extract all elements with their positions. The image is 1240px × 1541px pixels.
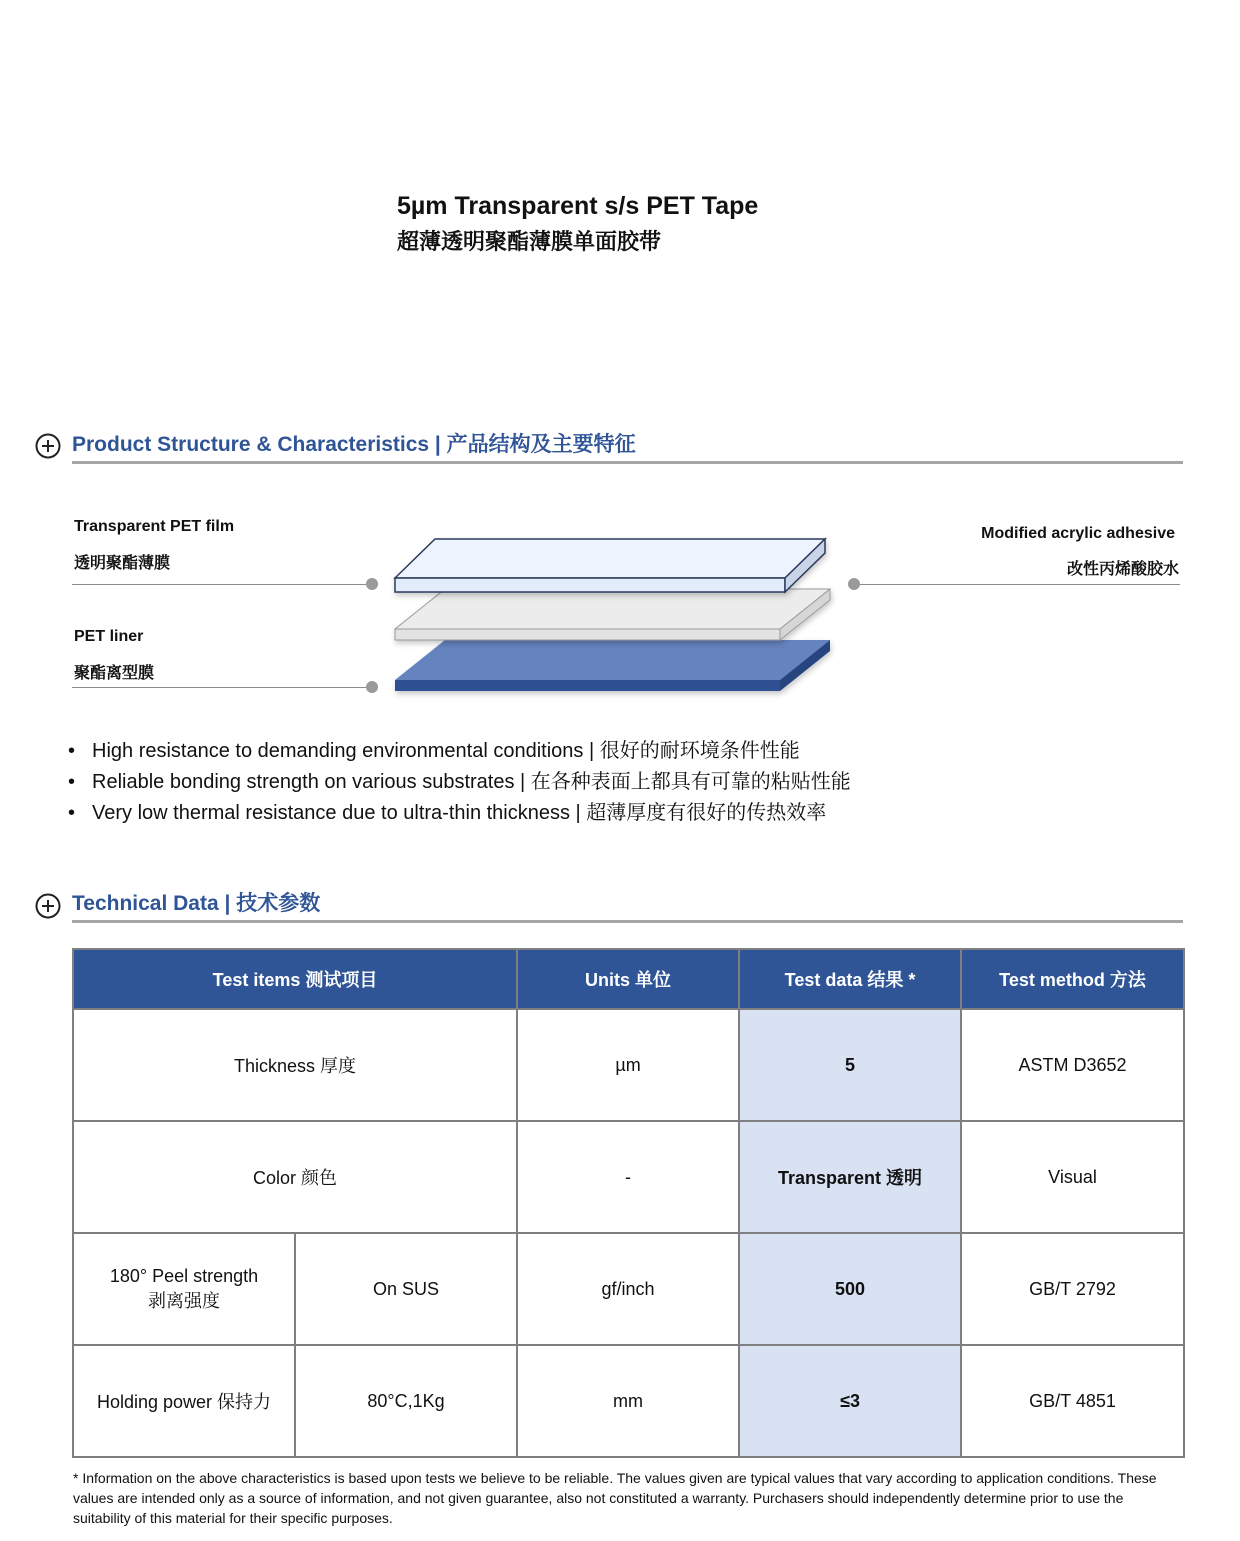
method-cell: GB/T 4851	[961, 1345, 1184, 1457]
table-row	[73, 1233, 1184, 1345]
expand-plus-icon	[35, 433, 61, 459]
header-test-method: Test method 方法	[961, 949, 1184, 1009]
data-cell: 500	[739, 1233, 961, 1345]
table-row	[73, 1345, 1184, 1457]
header-units: Units 单位	[517, 949, 739, 1009]
unit-cell: µm	[517, 1009, 739, 1121]
film-leader-line	[72, 584, 372, 585]
list-item: • Very low thermal resistance due to ultra-thin thickness | 超薄厚度有很好的传热效率	[68, 802, 827, 824]
liner-leader-line	[72, 687, 372, 688]
product-title-en: 5µm Transparent s/s PET Tape	[397, 192, 759, 220]
liner-label-cn: 聚酯离型膜	[74, 665, 155, 682]
list-item: • High resistance to demanding environmental conditions | 很好的耐环境条件性能	[68, 740, 800, 762]
method-cell: ASTM D3652	[961, 1009, 1184, 1121]
film-label-en: Transparent PET film	[74, 518, 235, 535]
adhesive-layer	[395, 589, 830, 640]
table-header-row	[73, 949, 1184, 1009]
film-leader-dot	[366, 578, 378, 590]
table-row	[73, 1121, 1184, 1233]
adhesive-leader-line	[856, 584, 1180, 585]
condition-cell: On SUS	[295, 1233, 517, 1345]
tape-structure-diagram	[390, 530, 840, 700]
condition-cell: 80°C,1Kg	[295, 1345, 517, 1457]
item-cell	[73, 1233, 295, 1345]
unit-cell: gf/inch	[517, 1233, 739, 1345]
unit-cell: -	[517, 1121, 739, 1233]
data-cell: Transparent 透明	[739, 1121, 961, 1233]
header-test-items: Test items 测试项目	[73, 949, 517, 1009]
film-layer	[395, 539, 825, 592]
film-label-cn: 透明聚酯薄膜	[74, 555, 171, 572]
item-cell: Holding power 保持力	[73, 1345, 295, 1457]
expand-plus-icon	[35, 893, 61, 919]
unit-cell: mm	[517, 1345, 739, 1457]
technical-data-table	[72, 948, 1185, 1458]
item-label-cn: 剥离强度	[148, 1290, 220, 1311]
section-divider	[72, 920, 1183, 923]
disclaimer-footnote: * Information on the above characteristics is based upon tests we believe to be reliable. The values given are typical values that vary according to application conditions. These values are intended only as a source of information, and not given guarantee, also not constituted a warranty. Purchasers should independently determine prior to use the suitability of this material for their specific purposes.	[73, 1470, 1157, 1526]
liner-leader-dot	[366, 681, 378, 693]
adhesive-leader-dot	[848, 578, 860, 590]
method-cell: GB/T 2792	[961, 1233, 1184, 1345]
liner-layer	[395, 640, 830, 691]
characteristics-list	[68, 736, 851, 829]
section-divider	[72, 461, 1183, 464]
liner-label-en: PET liner	[74, 628, 144, 645]
product-title-cn: 超薄透明聚酯薄膜单面胶带	[397, 229, 662, 254]
adhesive-label-en: Modified acrylic adhesive	[981, 525, 1175, 542]
technical-section-title: Technical Data | 技术参数	[72, 892, 321, 915]
item-label-en: 180° Peel strength	[109, 1265, 259, 1286]
list-item: • Reliable bonding strength on various substrates | 在各种表面上都具有可靠的粘贴性能	[68, 771, 851, 793]
structure-section-title: Product Structure & Characteristics | 产品结构及主要特征	[72, 433, 636, 456]
data-cell: ≤3	[739, 1345, 961, 1457]
item-cell: Thickness 厚度	[73, 1009, 517, 1121]
data-cell: 5	[739, 1009, 961, 1121]
item-cell: Color 颜色	[73, 1121, 517, 1233]
header-test-data: Test data 结果 *	[739, 949, 961, 1009]
table-row	[73, 1009, 1184, 1121]
adhesive-label-cn: 改性丙烯酸胶水	[1066, 561, 1179, 578]
method-cell: Visual	[961, 1121, 1184, 1233]
